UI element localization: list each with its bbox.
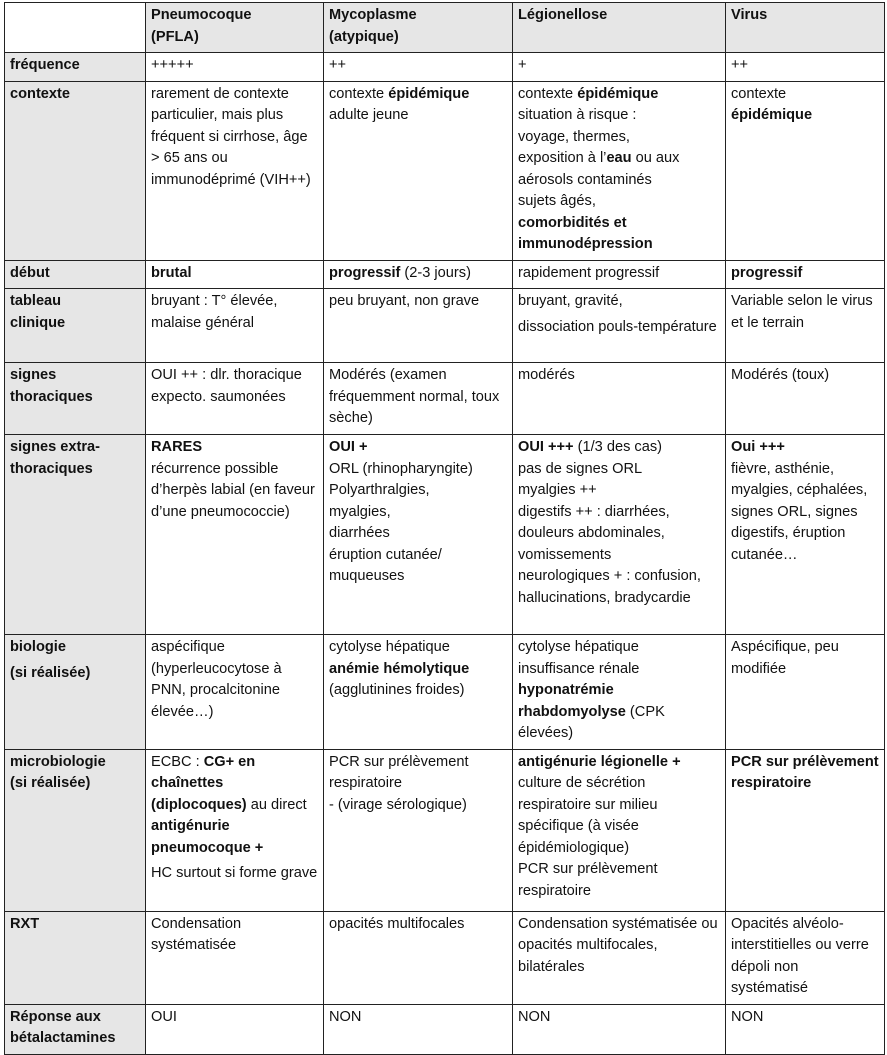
- cell-contexte-legionellose: contexte épidémique situation à risque : voyage, thermes, exposition à l’eau ou aux aérosols contaminés sujets âgés, comorbidités et immunodépression: [513, 81, 726, 260]
- header-mycoplasme: Mycoplasme (atypique): [324, 3, 513, 53]
- row-label-contexte: contexte: [5, 81, 146, 260]
- cell-microbiologie-pneumocoque: ECBC : CG+ en chaînettes (diplocoques) au direct antigénurie pneumocoque + HC surtout si forme grave: [146, 749, 324, 911]
- header-corner-cell: [5, 3, 146, 53]
- cell-biologie-legionellose: cytolyse hépatique insuffisance rénale hyponatrémie rhabdomyolyse (CPK élevées): [513, 635, 726, 750]
- header-virus: Virus: [726, 3, 885, 53]
- cell-rxt-legionellose: Condensation systématisée ou opacités multifocales, bilatérales: [513, 911, 726, 1004]
- row-signes-extra-thoraciques: [5, 435, 885, 635]
- header-pneumocoque: Pneumocoque (PFLA): [146, 3, 324, 53]
- row-microbiologie: [5, 749, 885, 911]
- cell-microbiologie-mycoplasme: PCR sur prélèvement respiratoire - (virage sérologique): [324, 749, 513, 911]
- cell-extra-virus: Oui +++ fièvre, asthénie, myalgies, céphalées, signes ORL, signes digestifs, éruption cutanée…: [726, 435, 885, 635]
- header-legionellose: Légionellose: [513, 3, 726, 53]
- cell-thoraciques-legionellose: modérés: [513, 363, 726, 435]
- cell-frequence-pneumocoque: +++++: [146, 53, 324, 82]
- cell-reponse-legionellose: NON: [513, 1004, 726, 1054]
- cell-extra-pneumocoque: RARES récurrence possible d’herpès labial (en faveur d’une pneumococcie): [146, 435, 324, 635]
- cell-thoraciques-pneumocoque: OUI ++ : dlr. thoracique expecto. saumonées: [146, 363, 324, 435]
- row-label-microbiologie: microbiologie (si réalisée): [5, 749, 146, 911]
- cell-tableau-pneumocoque: bruyant : T° élevée, malaise général: [146, 289, 324, 363]
- cell-tableau-virus: Variable selon le virus et le terrain: [726, 289, 885, 363]
- cell-debut-mycoplasme: progressif (2-3 jours): [324, 260, 513, 289]
- header-row: [5, 3, 885, 53]
- cell-reponse-mycoplasme: NON: [324, 1004, 513, 1054]
- row-biologie: [5, 635, 885, 750]
- row-frequence: [5, 53, 885, 82]
- cell-rxt-virus: Opacités alvéolo-interstitielles ou verre dépoli non systématisé: [726, 911, 885, 1004]
- row-label-debut: début: [5, 260, 146, 289]
- cell-frequence-mycoplasme: ++: [324, 53, 513, 82]
- row-contexte: [5, 81, 885, 260]
- cell-biologie-virus: Aspécifique, peu modifiée: [726, 635, 885, 750]
- cell-debut-pneumocoque: brutal: [146, 260, 324, 289]
- cell-biologie-mycoplasme: cytolyse hépatique anémie hémolytique (agglutinines froides): [324, 635, 513, 750]
- cell-microbiologie-virus: PCR sur prélèvement respiratoire: [726, 749, 885, 911]
- row-label-rxt: RXT: [5, 911, 146, 1004]
- comparison-table: [4, 2, 885, 1055]
- cell-frequence-legionellose: +: [513, 53, 726, 82]
- row-signes-thoraciques: [5, 363, 885, 435]
- row-label-biologie: biologie (si réalisée): [5, 635, 146, 750]
- cell-rxt-mycoplasme: opacités multifocales: [324, 911, 513, 1004]
- cell-extra-mycoplasme: OUI + ORL (rhinopharyngite) Polyarthralgies, myalgies, diarrhées éruption cutanée/ muqueuses: [324, 435, 513, 635]
- cell-tableau-mycoplasme: peu bruyant, non grave: [324, 289, 513, 363]
- row-rxt: [5, 911, 885, 1004]
- row-label-reponse-betalactamines: Réponse aux bétalactamines: [5, 1004, 146, 1054]
- row-tableau-clinique: [5, 289, 885, 363]
- cell-frequence-virus: ++: [726, 53, 885, 82]
- row-label-frequence: fréquence: [5, 53, 146, 82]
- row-label-signes-extra-thoraciques: signes extra- thoraciques: [5, 435, 146, 635]
- cell-rxt-pneumocoque: Condensation systématisée: [146, 911, 324, 1004]
- cell-contexte-mycoplasme: contexte épidémique adulte jeune: [324, 81, 513, 260]
- row-label-signes-thoraciques: signes thoraciques: [5, 363, 146, 435]
- cell-reponse-virus: NON: [726, 1004, 885, 1054]
- cell-thoraciques-virus: Modérés (toux): [726, 363, 885, 435]
- cell-tableau-legionellose: bruyant, gravité, dissociation pouls-température: [513, 289, 726, 363]
- cell-contexte-virus: contexte épidémique: [726, 81, 885, 260]
- cell-debut-virus: progressif: [726, 260, 885, 289]
- cell-contexte-pneumocoque: rarement de contexte particulier, mais plus fréquent si cirrhose, âge > 65 ans ou immunodéprimé (VIH++): [146, 81, 324, 260]
- cell-biologie-pneumocoque: aspécifique (hyperleucocytose à PNN, procalcitonine élevée…): [146, 635, 324, 750]
- cell-debut-legionellose: rapidement progressif: [513, 260, 726, 289]
- cell-microbiologie-legionellose: antigénurie légionelle + culture de sécrétion respiratoire sur milieu spécifique (à visée épidémiologique) PCR sur prélèvement respiratoire: [513, 749, 726, 911]
- cell-thoraciques-mycoplasme: Modérés (examen fréquemment normal, toux sèche): [324, 363, 513, 435]
- row-label-tableau-clinique: tableau clinique: [5, 289, 146, 363]
- cell-reponse-pneumocoque: OUI: [146, 1004, 324, 1054]
- row-debut: [5, 260, 885, 289]
- cell-extra-legionellose: OUI +++ (1/3 des cas) pas de signes ORL myalgies ++ digestifs ++ : diarrhées, douleurs abdominales, vomissements neurologiques + : confusion, hallucinations, bradycardie: [513, 435, 726, 635]
